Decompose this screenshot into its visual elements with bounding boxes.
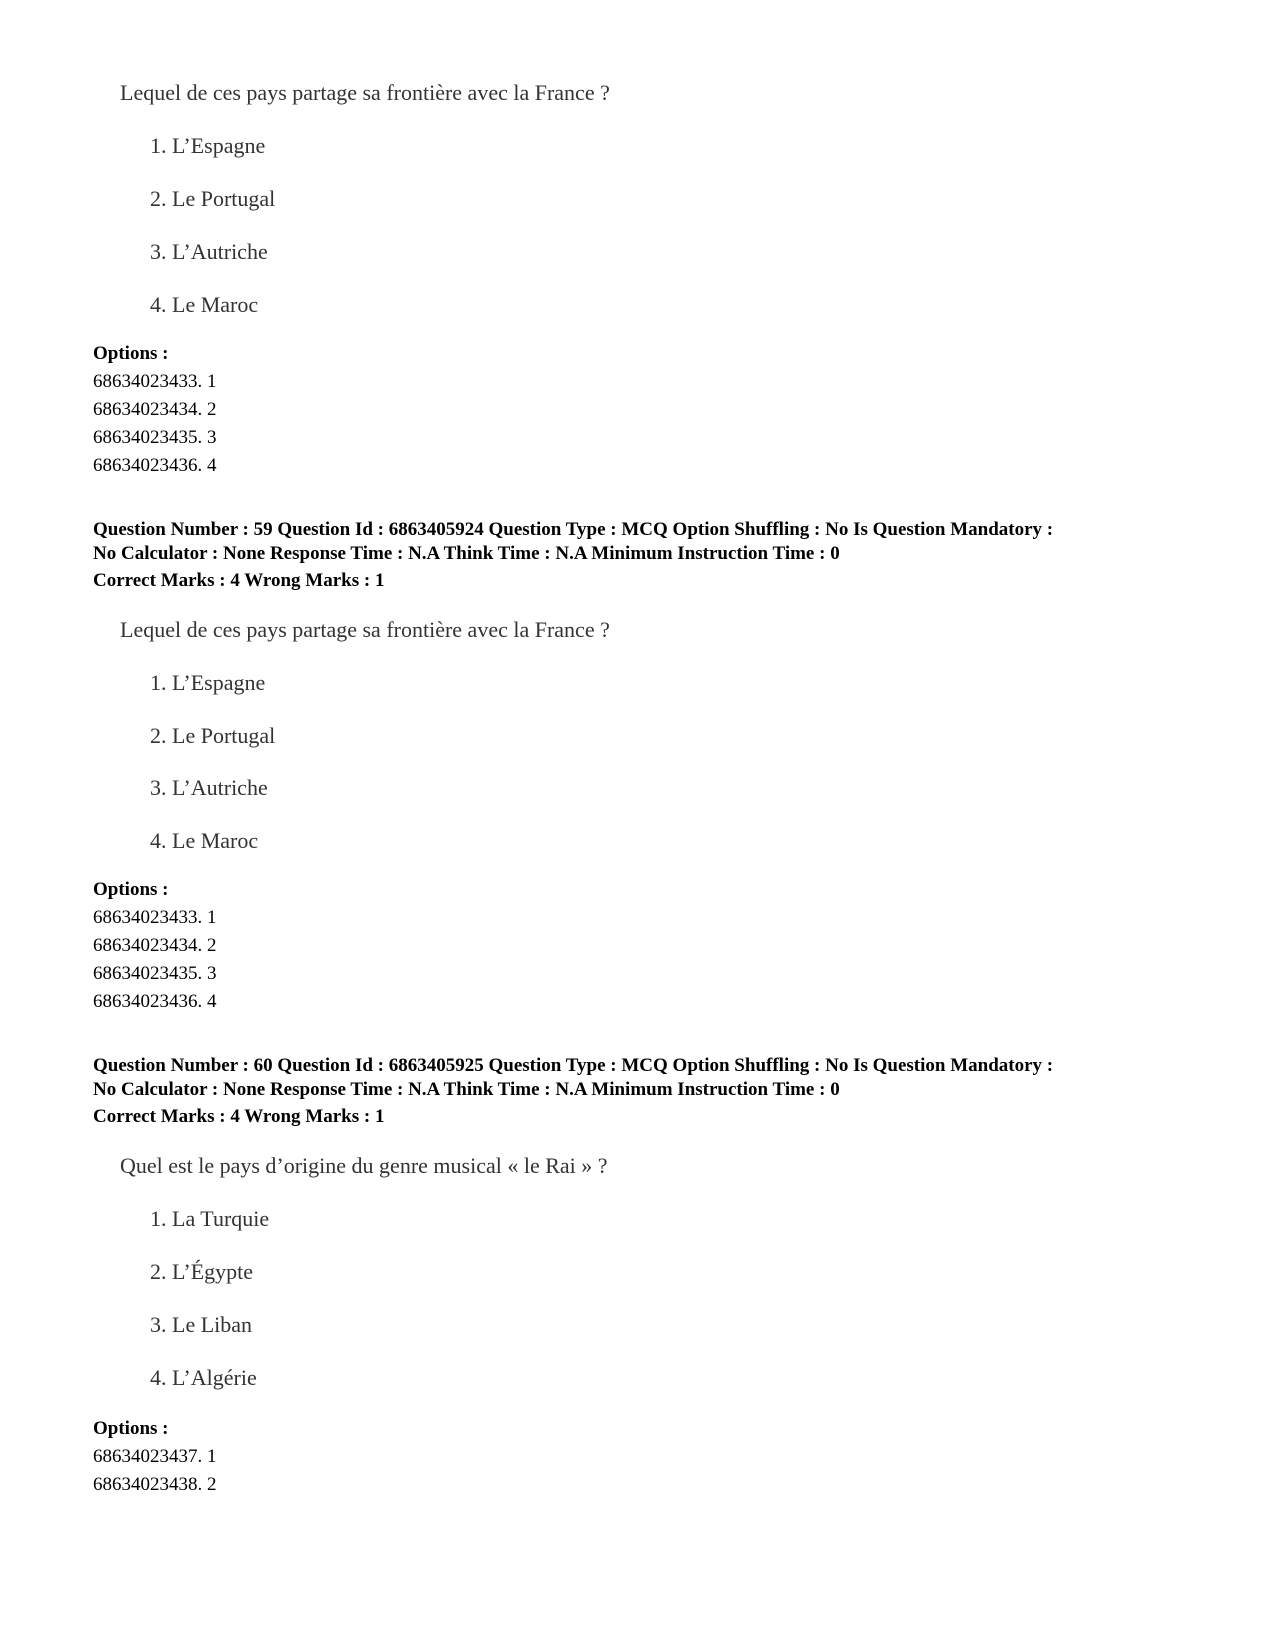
option-id-1: 68634023437. 1 xyxy=(93,1446,217,1467)
question-marks: Correct Marks : 4 Wrong Marks : 1 xyxy=(93,1106,385,1127)
choice-4: 4. Le Maroc xyxy=(150,828,259,853)
choice-2: 2. Le Portugal xyxy=(150,723,276,748)
options-label: Options : xyxy=(93,879,169,900)
question-text: Quel est le pays d’origine du genre musical « le Rai » ? xyxy=(120,1153,608,1178)
choice-1: 1. L’Espagne xyxy=(150,133,266,158)
choice-1: 1. La Turquie xyxy=(150,1206,270,1231)
question-meta-line-1: Question Number : 60 Question Id : 6863405925 Question Type : MCQ Option Shuffling : No Is Question Mandatory : xyxy=(93,1055,1054,1076)
question-meta-line-1: Question Number : 59 Question Id : 6863405924 Question Type : MCQ Option Shuffling : No Is Question Mandatory : xyxy=(93,519,1054,540)
option-id-3: 68634023435. 3 xyxy=(93,427,217,448)
choice-4: 4. L’Algérie xyxy=(150,1365,257,1390)
option-id-2: 68634023438. 2 xyxy=(93,1474,217,1495)
option-id-1: 68634023433. 1 xyxy=(93,371,217,392)
options-label: Options : xyxy=(93,1418,169,1439)
question-text: Lequel de ces pays partage sa frontière avec la France ? xyxy=(120,80,610,105)
choice-3: 3. L’Autriche xyxy=(150,239,268,264)
question-marks: Correct Marks : 4 Wrong Marks : 1 xyxy=(93,570,385,591)
question-meta-line-2: No Calculator : None Response Time : N.A Think Time : N.A Minimum Instruction Time : 0 xyxy=(93,543,840,564)
choice-2: 2. Le Portugal xyxy=(150,186,276,211)
choice-4: 4. Le Maroc xyxy=(150,292,259,317)
choice-3: 3. L’Autriche xyxy=(150,775,268,800)
option-id-2: 68634023434. 2 xyxy=(93,399,217,420)
option-id-1: 68634023433. 1 xyxy=(93,907,217,928)
option-id-2: 68634023434. 2 xyxy=(93,935,217,956)
question-text: Lequel de ces pays partage sa frontière avec la France ? xyxy=(120,617,610,642)
option-id-4: 68634023436. 4 xyxy=(93,455,217,476)
option-id-4: 68634023436. 4 xyxy=(93,991,217,1012)
choice-1: 1. L’Espagne xyxy=(150,670,266,695)
options-label: Options : xyxy=(93,343,169,364)
choice-2: 2. L’Égypte xyxy=(150,1259,254,1284)
choice-3: 3. Le Liban xyxy=(150,1312,253,1337)
option-id-3: 68634023435. 3 xyxy=(93,963,217,984)
question-meta-line-2: No Calculator : None Response Time : N.A Think Time : N.A Minimum Instruction Time : 0 xyxy=(93,1079,840,1100)
